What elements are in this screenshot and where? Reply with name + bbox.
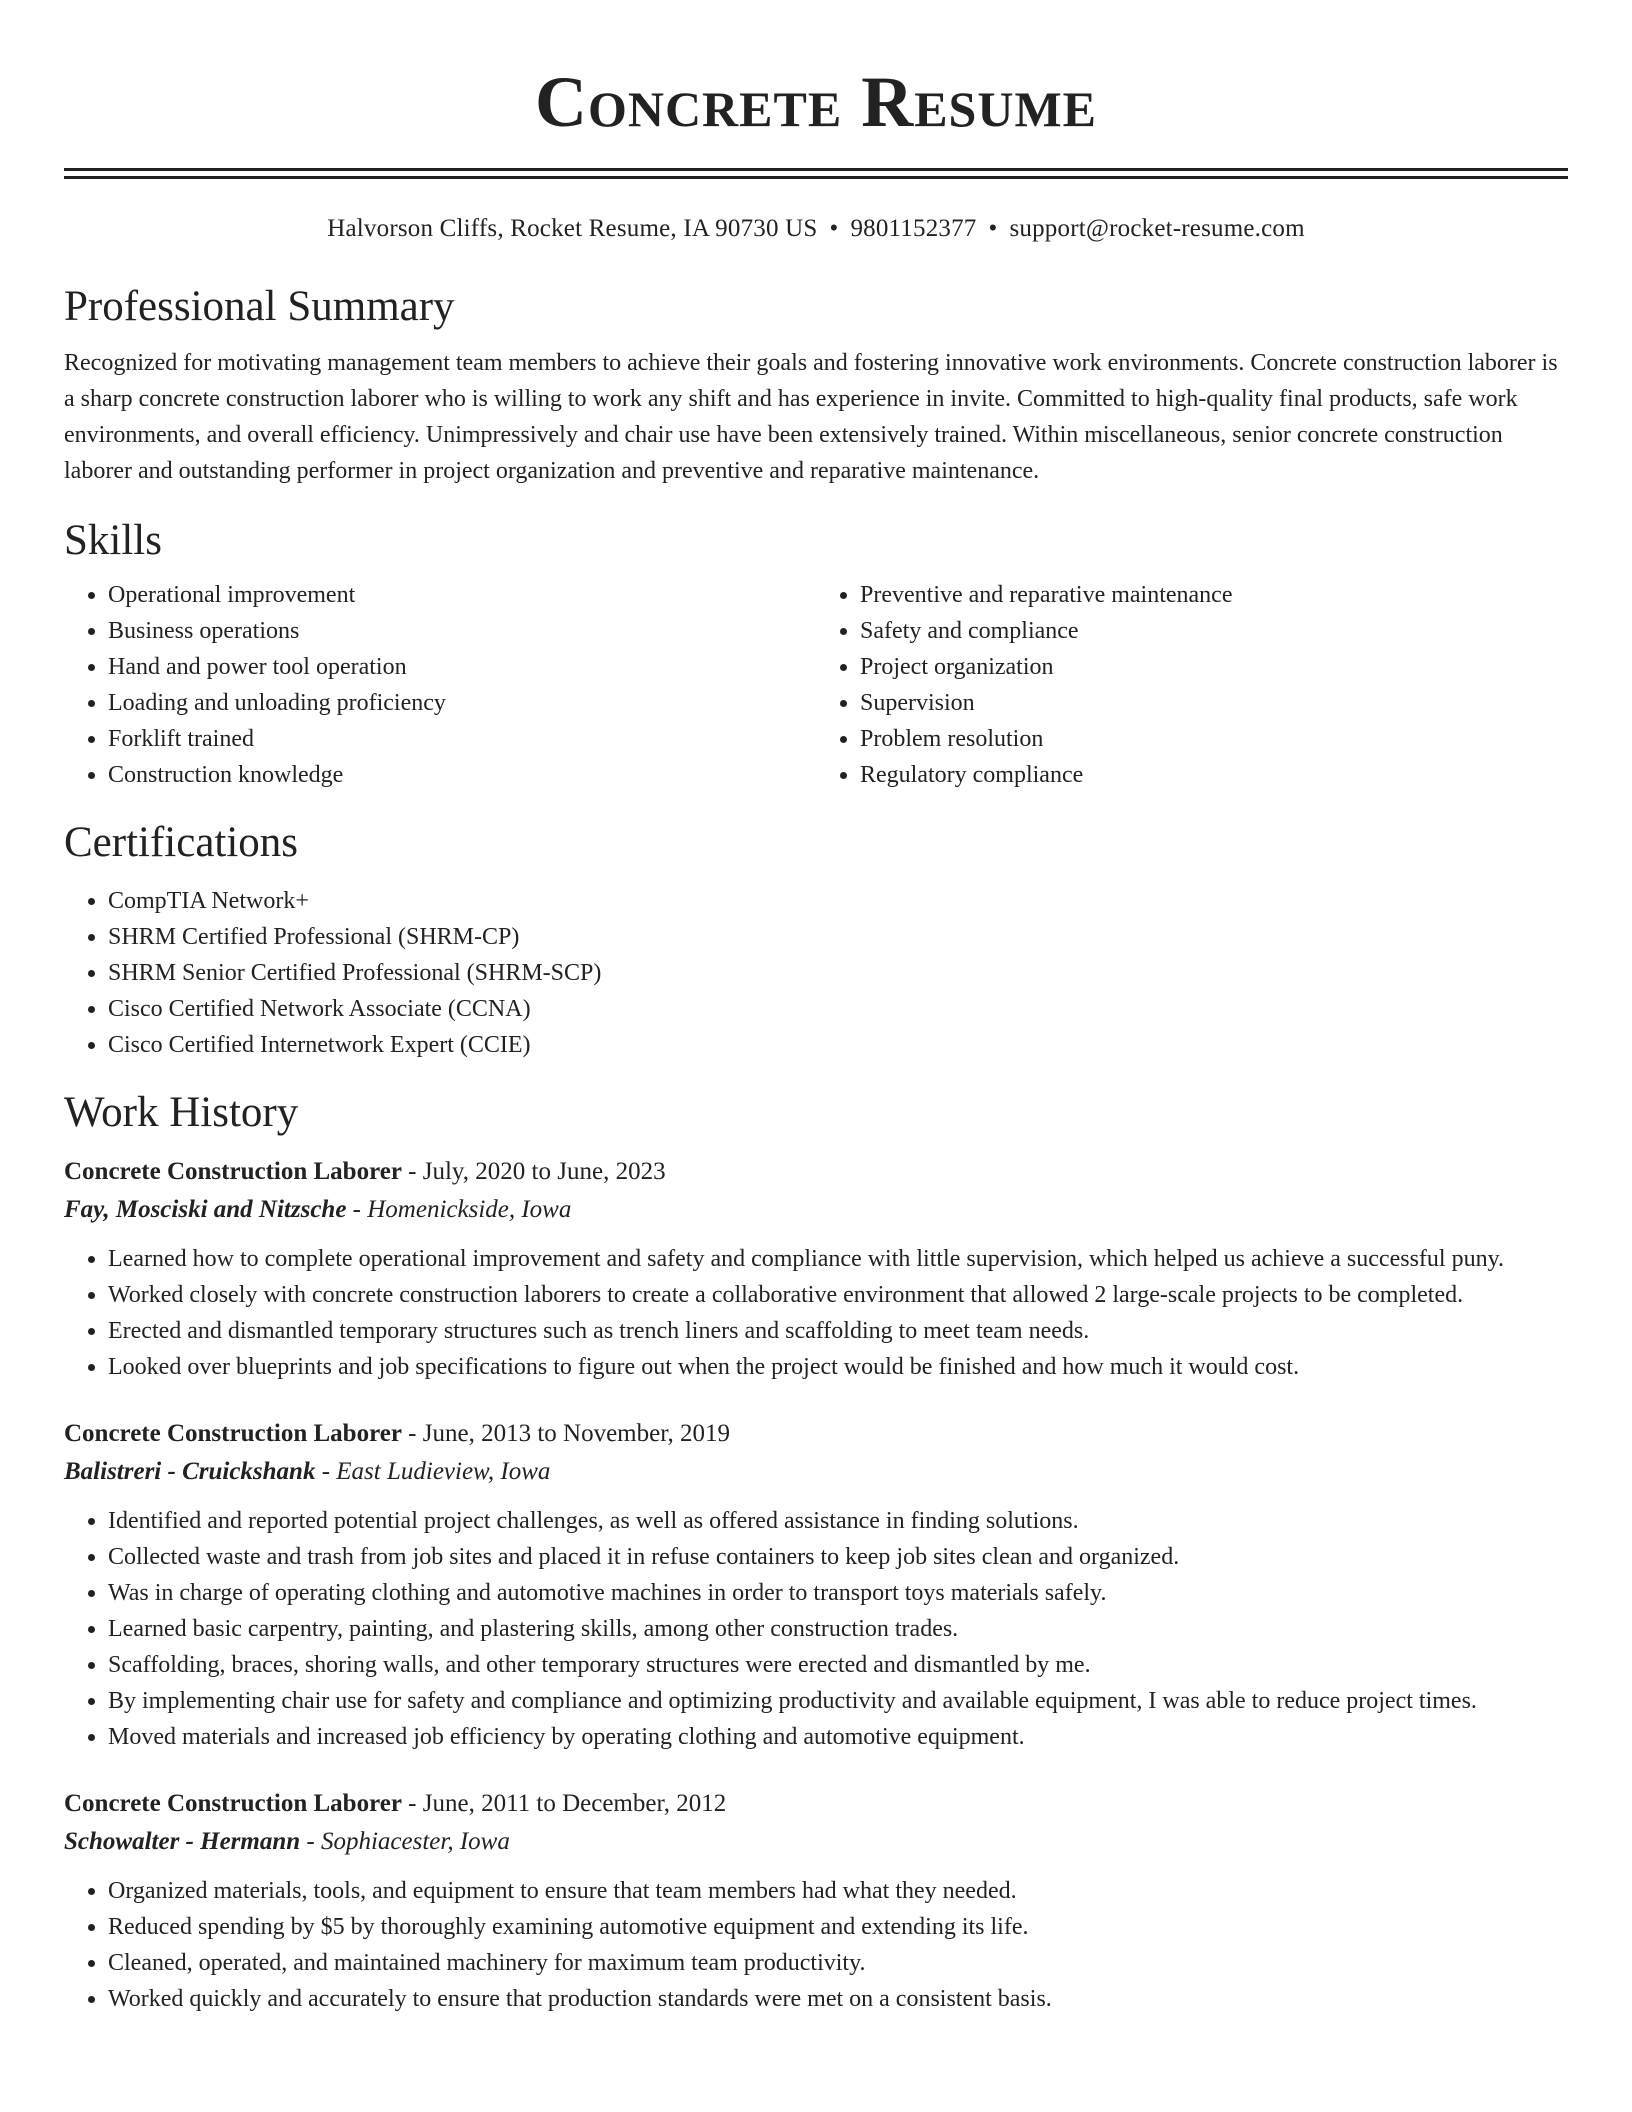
job-bullet-list: [64, 1503, 1568, 1755]
job-bullet: • Learned how to complete operational improvement and safety and compliance with little supervision, which helped us achieve a successful puny.: [108, 1241, 1568, 1277]
certifications-heading: Certifications: [64, 819, 299, 866]
job-location: - Homenickside, Iowa: [346, 1196, 572, 1223]
summary-heading: Professional Summary: [64, 283, 455, 330]
certifications-list: [64, 883, 1568, 1063]
job-bullet: • Collected waste and trash from job sites and placed it in refuse containers to keep job sites clean and organized.: [108, 1539, 1568, 1575]
job-bullet: • Scaffolding, braces, shoring walls, and other temporary structures were erected and dismantled by me.: [108, 1647, 1568, 1683]
certification-item: • Cisco Certified Internetwork Expert (CCIE): [108, 1027, 1568, 1063]
job-title: Concrete Construction Laborer: [64, 1790, 402, 1817]
job-bullet: • Looked over blueprints and job specifications to figure out when the project would be finished and how much it would cost.: [108, 1349, 1568, 1385]
skills-list-right: [816, 577, 1568, 793]
job-dates: - July, 2020 to June, 2023: [401, 1158, 666, 1185]
job-bullet: • Identified and reported potential project challenges, as well as offered assistance in finding solutions.: [108, 1503, 1568, 1539]
contact-separator: •: [829, 215, 839, 242]
job-title-line: [64, 1153, 1568, 1191]
job-bullet-list: [64, 1873, 1568, 2017]
work-history-heading: Work History: [64, 1089, 299, 1136]
job-company: Fay, Mosciski and Nitzsche: [64, 1196, 347, 1223]
contact-separator: •: [988, 215, 998, 242]
skill-item: • Hand and power tool operation: [108, 649, 816, 685]
job-entry: [64, 1785, 1568, 2017]
job-title: Concrete Construction Laborer: [64, 1420, 402, 1447]
job-location: - Sophiacester, Iowa: [300, 1828, 510, 1855]
skill-item: • Forklift trained: [108, 721, 816, 757]
skill-item: • Regulatory compliance: [860, 757, 1568, 793]
job-bullet: • Worked closely with concrete construction laborers to create a collaborative environment that allowed 2 large-scale projects to be completed.: [108, 1277, 1568, 1313]
job-title-line: [64, 1415, 1568, 1453]
resume-name: Concrete Resume: [534, 62, 1098, 142]
job-bullet: • Moved materials and increased job efficiency by operating clothing and automotive equipment.: [108, 1719, 1568, 1755]
summary-text: Recognized for motivating management team members to achieve their goals and fostering innovative work environments. Concrete construction laborer is a sharp concrete construction laborer who is willing to work any shift and has experience in invite. Committed to high-quality final products, safe work environments, and overall efficiency. Unimpressively and chair use have been extensively trained. Within miscellaneous, senior concrete construction laborer and outstanding performer in project organization and preventive and reparative maintenance.: [64, 350, 1558, 484]
job-bullet: • Erected and dismantled temporary structures such as trench liners and scaffolding to meet team needs.: [108, 1313, 1568, 1349]
certification-item: • Cisco Certified Network Associate (CCNA): [108, 991, 1568, 1027]
contact-email: support@rocket-resume.com: [1009, 215, 1305, 242]
job-title: Concrete Construction Laborer: [64, 1158, 402, 1185]
job-bullet: • Cleaned, operated, and maintained machinery for maximum team productivity.: [108, 1945, 1568, 1981]
skill-item: • Safety and compliance: [860, 613, 1568, 649]
contact-line: [64, 213, 1568, 245]
skill-item: • Operational improvement: [108, 577, 816, 613]
skills-list-left: [64, 577, 816, 793]
job-company-line: [64, 1453, 1568, 1491]
job-company-line: [64, 1191, 1568, 1229]
job-bullet: • Learned basic carpentry, painting, and plastering skills, among other construction trades.: [108, 1611, 1568, 1647]
skill-item: • Loading and unloading proficiency: [108, 685, 816, 721]
certification-item: • CompTIA Network+: [108, 883, 1568, 919]
job-dates: - June, 2013 to November, 2019: [401, 1420, 731, 1447]
certification-item: • SHRM Senior Certified Professional (SHRM-SCP): [108, 955, 1568, 991]
header-double-rule: [64, 168, 1568, 179]
job-company: Schowalter - Hermann: [64, 1828, 301, 1855]
skills-heading: Skills: [64, 517, 162, 564]
skill-item: • Construction knowledge: [108, 757, 816, 793]
contact-phone: 9801152377: [850, 215, 977, 242]
job-dates: - June, 2011 to December, 2012: [401, 1790, 727, 1817]
job-entry: [64, 1415, 1568, 1755]
job-bullet: • Reduced spending by $5 by thoroughly examining automotive equipment and extending its life.: [108, 1909, 1568, 1945]
job-bullet: • Worked quickly and accurately to ensure that production standards were met on a consistent basis.: [108, 1981, 1568, 2017]
job-company: Balistreri - Cruickshank: [64, 1458, 316, 1485]
skill-item: • Problem resolution: [860, 721, 1568, 757]
job-bullet: • By implementing chair use for safety and compliance and optimizing productivity and available equipment, I was able to reduce project times.: [108, 1683, 1568, 1719]
job-location: - East Ludieview, Iowa: [315, 1458, 551, 1485]
contact-address: Halvorson Cliffs, Rocket Resume, IA 90730 US: [327, 215, 818, 242]
job-title-line: [64, 1785, 1568, 1823]
job-bullet-list: [64, 1241, 1568, 1385]
skill-item: • Project organization: [860, 649, 1568, 685]
job-bullet: • Was in charge of operating clothing and automotive machines in order to transport toys materials safely.: [108, 1575, 1568, 1611]
skill-item: • Supervision: [860, 685, 1568, 721]
certification-item: • SHRM Certified Professional (SHRM-CP): [108, 919, 1568, 955]
job-company-line: [64, 1823, 1568, 1861]
job-entry: [64, 1153, 1568, 1385]
skill-item: • Preventive and reparative maintenance: [860, 577, 1568, 613]
skill-item: • Business operations: [108, 613, 816, 649]
job-bullet: • Organized materials, tools, and equipment to ensure that team members had what they needed.: [108, 1873, 1568, 1909]
skills-columns: [64, 577, 1568, 793]
